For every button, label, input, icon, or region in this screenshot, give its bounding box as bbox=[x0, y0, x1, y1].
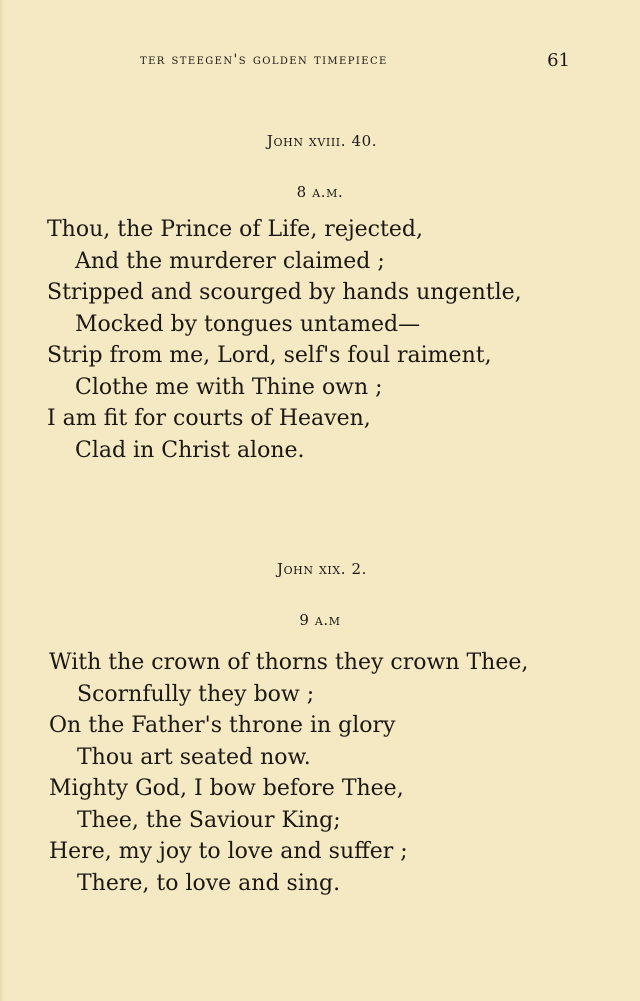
stanza bbox=[49, 647, 528, 899]
verse-line: Thee, the Saviour King; bbox=[77, 807, 341, 833]
verse-line: Clad in Christ alone. bbox=[75, 437, 305, 463]
hour-meridiem: a.m. bbox=[312, 183, 344, 201]
scripture-reference: John xviii. 40. bbox=[266, 132, 378, 150]
verse-line: There, to love and sing. bbox=[77, 870, 341, 896]
verse-line: Thou art seated now. bbox=[77, 744, 311, 770]
hour-heading bbox=[0, 181, 640, 203]
verse-line: Thou, the Prince of Life, rejected, bbox=[47, 217, 423, 242]
stanza bbox=[47, 214, 522, 466]
devotion-9am bbox=[0, 558, 640, 896]
verse-line: Stripped and scourged by hands ungentle, bbox=[47, 280, 522, 305]
verse-line: Mocked by tongues untamed— bbox=[75, 311, 421, 337]
devotion-8am bbox=[0, 130, 640, 463]
running-title: ter steegen's golden timepiece bbox=[140, 52, 388, 68]
verse-line: Here, my joy to love and suffer ; bbox=[49, 839, 408, 864]
verse-line: Strip from me, Lord, self's foul raiment, bbox=[47, 343, 492, 368]
verse-line: Scornfully they bow ; bbox=[77, 681, 315, 707]
verse-line: On the Father's throne in glory bbox=[49, 713, 396, 738]
verse-line: Mighty God, I bow before Thee, bbox=[49, 776, 404, 801]
hour-heading bbox=[0, 609, 640, 631]
verse-line: And the murderer claimed ; bbox=[75, 248, 385, 274]
verse-line: I am fit for courts of Heaven, bbox=[47, 406, 371, 431]
verse-line: Clothe me with Thine own ; bbox=[75, 374, 383, 400]
verse-line: With the crown of thorns they crown Thee, bbox=[49, 650, 529, 675]
scripture-reference: John xix. 2. bbox=[276, 560, 368, 578]
hour-number: 9 bbox=[299, 611, 310, 629]
page-number: 61 bbox=[547, 50, 570, 71]
hour-number: 8 bbox=[296, 183, 307, 201]
running-head bbox=[0, 50, 640, 74]
hour-meridiem: a.m bbox=[314, 611, 341, 629]
